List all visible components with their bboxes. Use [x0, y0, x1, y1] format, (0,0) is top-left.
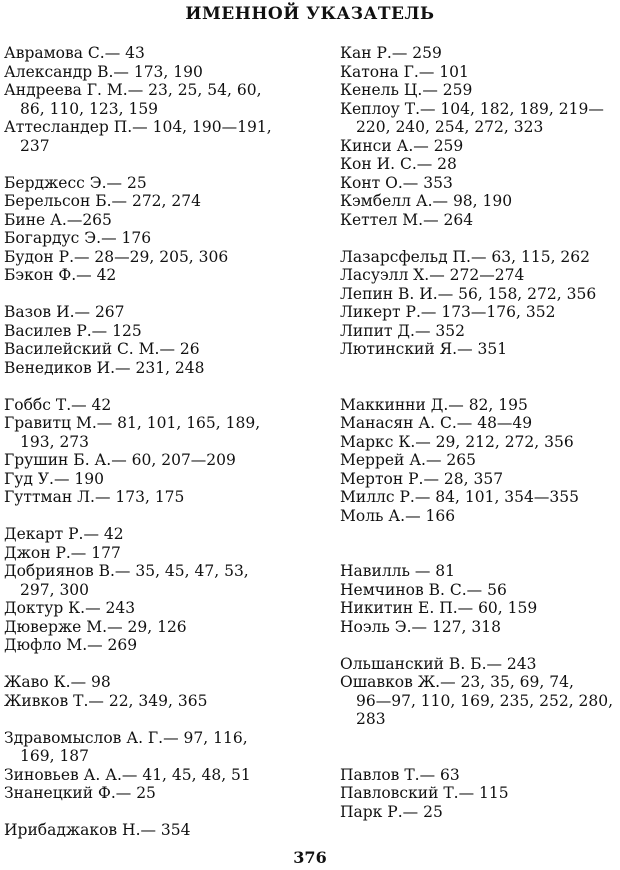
- index-entry-line: Андреева Г. М.— 23, 25, 54, 60,: [4, 81, 262, 99]
- index-entry: [340, 766, 618, 785]
- index-entry: [4, 192, 304, 211]
- index-entry: [340, 174, 618, 193]
- entry-gap: [4, 710, 304, 729]
- index-entry-line: Дюфло М.— 269: [4, 636, 138, 654]
- index-entry-line: Добриянов В.— 35, 45, 47, 53,: [4, 562, 249, 580]
- index-entry: [340, 581, 618, 600]
- entry-gap: [340, 377, 618, 396]
- index-entry: [340, 137, 618, 156]
- index-entry-line: Василейский С. М.— 26: [4, 340, 200, 358]
- index-entry-line: Знанецкий Ф.— 25: [4, 784, 156, 802]
- index-entry-line: Живков Т.— 22, 349, 365: [4, 691, 208, 710]
- index-entry-line: Бине А.—265: [4, 210, 112, 229]
- index-entry-line: Гравитц М.— 81, 101, 165, 189,: [4, 414, 261, 432]
- index-entry: [340, 81, 618, 100]
- index-entry: [340, 340, 618, 359]
- index-entry: [340, 396, 618, 415]
- entry-gap: [340, 525, 618, 544]
- index-entry-line: Конт О.— 353: [340, 173, 453, 192]
- index-entry-line: Бэкон Ф.— 42: [4, 266, 117, 284]
- index-entry: [4, 562, 304, 599]
- index-entry: [340, 507, 618, 526]
- index-entry: [4, 766, 304, 785]
- index-entry-line: Манасян А. С.— 48—49: [340, 414, 533, 432]
- index-entry: [340, 451, 618, 470]
- index-entry: [4, 599, 304, 618]
- index-entry-line: 297, 300: [20, 580, 90, 599]
- index-entry: [340, 784, 618, 803]
- entry-gap: [340, 747, 618, 766]
- page-title: ИМЕННОЙ УКАЗАТЕЛЬ: [185, 4, 435, 24]
- index-entry: [4, 266, 304, 285]
- index-entry-line: Гуттман Л.— 173, 175: [4, 488, 185, 506]
- index-entry-line: Лепин В. И.— 56, 158, 272, 356: [340, 284, 597, 303]
- index-entry-line: Ошавков Ж.— 23, 35, 69, 74,: [340, 673, 574, 691]
- index-entry: [4, 414, 304, 451]
- index-entry-line: Дюверже М.— 29, 126: [4, 617, 187, 636]
- index-entry: [340, 285, 618, 304]
- index-entry-line: Вазов И.— 267: [4, 303, 125, 321]
- index-entry: [4, 636, 304, 655]
- index-entry: [4, 488, 304, 507]
- index-entry-line: Навилль — 81: [340, 562, 456, 580]
- index-entry-line: Будон Р.— 28—29, 205, 306: [4, 247, 229, 266]
- entry-gap: [340, 359, 618, 378]
- index-entry-line: Здравомыслов А. Г.— 97, 116,: [4, 728, 248, 747]
- index-entry-line: Ольшанский В. Б.— 243: [340, 654, 537, 673]
- index-entry-line: Миллс Р.— 84, 101, 354—355: [340, 488, 579, 506]
- index-entry-line: Венедиков И.— 231, 248: [4, 358, 205, 377]
- index-entry: [4, 673, 304, 692]
- index-entry-line: Кеплоу Т.— 104, 182, 189, 219—: [340, 99, 604, 118]
- index-entry: [4, 784, 304, 803]
- index-entry-line: Кеттел М.— 264: [340, 210, 474, 229]
- index-entry-line: Грушин Б. А.— 60, 207—209: [4, 451, 236, 469]
- index-entry-line: 96—97, 110, 169, 235, 252, 280,: [356, 691, 614, 710]
- index-entry: [340, 803, 618, 822]
- index-entry: [4, 451, 304, 470]
- entry-gap: [340, 229, 618, 248]
- index-entry: [340, 414, 618, 433]
- index-entry-line: Маркс К.— 29, 212, 272, 356: [340, 432, 574, 451]
- index-entry: [4, 340, 304, 359]
- index-entry-line: Ирибаджаков Н.— 354: [4, 821, 191, 839]
- index-entry: [340, 266, 618, 285]
- index-entry-line: Мертон Р.— 28, 357: [340, 469, 504, 488]
- index-entry: [340, 63, 618, 82]
- index-entry-line: Аврамова С.— 43: [4, 44, 145, 62]
- index-entry-line: Александр В.— 173, 190: [4, 62, 203, 81]
- index-entry: [4, 618, 304, 637]
- index-entry-line: 283: [356, 710, 386, 728]
- index-entry-line: Кон И. С.— 28: [340, 155, 457, 173]
- index-entry-line: Ликерт Р.— 173—176, 352: [340, 303, 556, 321]
- index-entry-line: Ласуэлл Х.— 272—274: [340, 266, 525, 284]
- index-entry-line: 169, 187: [20, 747, 90, 765]
- index-entry-line: 237: [20, 136, 50, 155]
- index-entry-line: Берельсон Б.— 272, 274: [4, 192, 201, 210]
- index-entry-line: Гуд У.— 190: [4, 469, 104, 488]
- entry-gap: [4, 285, 304, 304]
- index-entry: [4, 821, 304, 840]
- index-entry-line: Меррей А.— 265: [340, 451, 476, 469]
- index-entry-line: Липит Д.— 352: [340, 321, 465, 340]
- index-entry: [4, 248, 304, 267]
- index-entry: [4, 470, 304, 489]
- index-entry: [4, 322, 304, 341]
- index-entry: [4, 303, 304, 322]
- index-entry-line: Доктур К.— 243: [4, 599, 136, 617]
- index-entry: [340, 248, 618, 267]
- index-entry: [4, 229, 304, 248]
- index-column-right: [340, 44, 618, 821]
- index-entry: [4, 174, 304, 193]
- index-entry-line: Немчинов В. С.— 56: [340, 580, 507, 599]
- index-column-left: [4, 44, 304, 840]
- index-entry: [340, 618, 618, 637]
- index-entry: [340, 303, 618, 322]
- index-entry: [4, 63, 304, 82]
- index-entry: [340, 192, 618, 211]
- entry-gap: [4, 803, 304, 822]
- index-entry: [4, 525, 304, 544]
- index-entry-line: Кэмбелл А.— 98, 190: [340, 192, 513, 210]
- entry-gap: [4, 655, 304, 674]
- index-entry-line: Павловский Т.— 115: [340, 784, 509, 802]
- entry-gap: [340, 544, 618, 563]
- index-entry: [340, 211, 618, 230]
- index-entry: [340, 44, 618, 63]
- entry-gap: [340, 729, 618, 748]
- entry-gap: [4, 155, 304, 174]
- index-entry-line: Гоббс Т.— 42: [4, 395, 112, 414]
- index-entry-line: Лазарсфельд П.— 63, 115, 262: [340, 247, 591, 266]
- index-entry: [4, 396, 304, 415]
- index-entry: [340, 655, 618, 674]
- index-entry: [340, 599, 618, 618]
- index-entry: [340, 470, 618, 489]
- index-entry: [340, 155, 618, 174]
- index-entry: [4, 544, 304, 563]
- index-entry-line: Никитин Е. П.— 60, 159: [340, 599, 538, 617]
- index-entry-line: Моль А.— 166: [340, 506, 456, 525]
- index-entry-line: 220, 240, 254, 272, 323: [356, 118, 544, 136]
- index-entry: [4, 211, 304, 230]
- index-entry: [340, 322, 618, 341]
- entry-gap: [4, 507, 304, 526]
- index-entry-line: Василев Р.— 125: [4, 321, 142, 340]
- index-entry: [4, 692, 304, 711]
- index-entry: [340, 488, 618, 507]
- index-entry-line: Кинси А.— 259: [340, 136, 464, 155]
- index-entry-line: 193, 273: [20, 432, 90, 451]
- index-entry: [4, 44, 304, 63]
- index-entry-line: Декарт Р.— 42: [4, 525, 124, 543]
- index-entry: [4, 81, 304, 118]
- index-entry-line: Кенель Ц.— 259: [340, 81, 473, 99]
- index-entry-line: Кан Р.— 259: [340, 44, 442, 62]
- entry-gap: [4, 377, 304, 396]
- index-entry: [340, 562, 618, 581]
- index-entry: [4, 359, 304, 378]
- index-entry-line: Павлов Т.— 63: [340, 765, 460, 784]
- index-entry: [340, 433, 618, 452]
- index-entry-line: Парк Р.— 25: [340, 802, 443, 821]
- index-entry-line: Джон Р.— 177: [4, 543, 121, 562]
- index-entry: [340, 673, 618, 729]
- index-entry-line: Лютинский Я.— 351: [340, 340, 508, 358]
- index-entry: [4, 118, 304, 155]
- index-entry-line: Богардус Э.— 176: [4, 229, 152, 247]
- index-entry-line: 86, 110, 123, 159: [20, 99, 159, 118]
- index-entry-line: Катона Г.— 101: [340, 62, 469, 81]
- index-entry-line: Жаво К.— 98: [4, 673, 111, 691]
- index-entry-line: Зиновьев А. А.— 41, 45, 48, 51: [4, 765, 251, 784]
- index-entry-line: Берджесс Э.— 25: [4, 173, 147, 192]
- index-entry-line: Аттесландер П.— 104, 190—191,: [4, 118, 272, 136]
- index-entry: [4, 729, 304, 766]
- page-number: 376: [293, 848, 327, 867]
- index-entry-line: Ноэль Э.— 127, 318: [340, 617, 501, 636]
- entry-gap: [340, 636, 618, 655]
- index-entry-line: Маккинни Д.— 82, 195: [340, 395, 528, 414]
- index-entry: [340, 100, 618, 137]
